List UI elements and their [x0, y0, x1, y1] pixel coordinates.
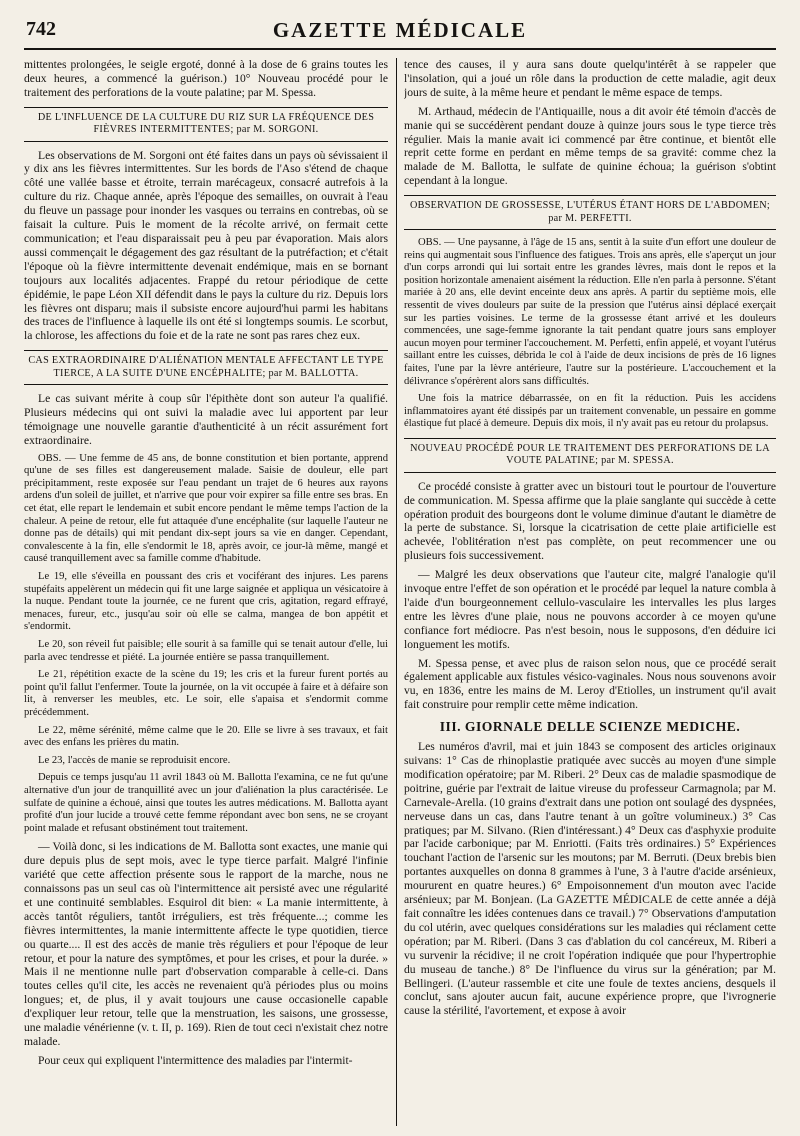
section-title-riz: DE L'INFLUENCE DE LA CULTURE DU RIZ SUR LA FRÉQUENCE DES FIÈVRES INTERMITTENTES; par M. SORGONI. — [24, 107, 388, 142]
paragraph: Le 23, l'accès de manie se reproduisit encore. — [38, 754, 231, 766]
paragraph: Le 21, répétition exacte de la scène du 19; les cris et la fureur furent portés au point qu'il fallut l'enfermer. Toute la journée, on la vit occupée à faire et à défaire son lit, à renverser les meubles, etc. Le soir, elle s'apaisa et s'endormit comme précédemment. — [24, 669, 388, 718]
section-body-riz: Les observations de M. Sorgoni ont été faites dans un pays où sévissaient il y dix ans les fièvres intermittentes. Sur les bords de l'Aso s'étend de chaque côté une vallée basse et étroite, terrain marécageux, consacré autrefois à la culture du riz. Chaque année, après l'époque des semailles, on ouvrait à l'eau du fleuve un passage pour inonder les vasques ou terrains en contrebas, où se faisait la culture. Puis le moment de la récolte arrivé, on fermait cette communication; et l'eau disparaissait peu à peu par évaporation. Mais alors aussi commençait le dégagement des gaz résultant de la putréfaction; et c'était l'époque où la fièvre intermittente devenait endémique, mais en se bornant toujours aux localités adjacentes. Frappé du retour périodique de cette épidémie, le pape Léon XII défendit dans le pays la culture du riz. Depuis lors les fièvres ont disparu; mais il subsiste encore aujourd'hui parmi les habitans des traces de l'influence à laquelle ils ont été si longtemps soumis. Le scorbut, la chlorose, les affections du foie et de la rate ne sont pas rares chez eux. — [24, 148, 388, 343]
continued-paragraph: tence des causes, il y aura sans doute quelqu'intérêt à se rappeler que l'insolation, qui a joué un rôle dans la production de cette maladie, agit deux jours de suite, à la même heure et pendant le même espace de temps. — [404, 58, 776, 99]
section-heading-giornale: III. GIORNALE DELLE SCIENZE MEDICHE. — [439, 719, 741, 735]
page-header — [24, 14, 776, 50]
paragraph: Pour ceux qui expliquent l'intermittence des maladies par l'intermit- — [38, 1053, 353, 1067]
left-column — [24, 58, 388, 1130]
paragraph: M. Spessa pense, et avec plus de raison selon nous, que ce procédé serait également applicable aux fistules vésico-vaginales. Nous nous souvenons avoir vu, en 1836, entre les mains de M. Leroy d'Etiolles, un instrument qu'il avait fait construire pour remplir cette même indication. — [404, 656, 776, 712]
paragraph: — Malgré les deux observations que l'auteur cite, malgré l'analogie qu'il invoque entre l'effet de son opération et le procédé par lequel la nature combla à l'aide d'un bourgeonnement cellulo-vasculaire les intervalles les plus larges entre les lèvres d'une plaie, nous ne pouvons accorder à ce moyen qu'une confiance fort médiocre. Pas n'est besoin, nous le supposons, d'en déduire ici longuement les motifs. — [404, 568, 776, 651]
paragraph: Le 19, elle s'éveilla en poussant des cris et vociférant des injures. Les parens stupéfaits appelèrent un médecin qui fit une large saignée et appliqua un vésicatoire à la nuque. Pendant toute la journée, ce ne furent que cris, agitation, regard effrayé, menaces, fureur, etc., jusqu'au soir où elle se calma, mangea de bon appétit et s'endormit. — [24, 571, 388, 633]
paragraph: Le 20, son réveil fut paisible; elle sourit à sa famille qui se tenait autour d'elle, lui parla avec tendresse et piété. La journée entière se passa tranquillement. — [24, 638, 388, 663]
section-title-voute-palatine: NOUVEAU PROCÉDÉ POUR LE TRAITEMENT DES PERFORATIONS DE LA VOUTE PALATINE; par M. SPESSA. — [404, 438, 776, 473]
paragraph: Les numéros d'avril, mai et juin 1843 se composent des articles originaux suivans: 1° Cas de rhinoplastie pratiquée avec succès au moyen d'une simple modification opératoire; par M. Riberi. 2° Deux cas de maladie spasmodique de poitrine, guérie par l'extrait de laitue vireuse du professeur Carmagnola; par M. Carnevale-Arella. (10 grains d'extrait dans une potion ont soulagé des dyspnées, nerveuse dans un cas, dans l'autre tenant à un goître volumineux.) 3° Cas pratiques; par M. Silvano. (Rien d'intéressant.) 4° Deux cas d'asphyxie produite par l'acide carbonique; par M. Enriotti. (Faits très ordinaires.) 5° Expériences touchant l'action de l'arsenic sur les moutons; par M. Berruti. (Deux brebis bien portantes auxquelles on donna 8 grammes à l'une, 3 à l'autre d'acide arsénieux, moururent en quatre heures.) 6° Empoisonnement d'un mouton avec l'acide arsénieux; par M. Bonjean. (La GAZETTE MÉDICALE de cette année a déjà fait connaître les idées contenues dans ce travail.) 7° Observations d'amputation du col utérin, avec quelques considérations sur les maladies qui réclament cette opération; par M. Riberi. (Dans 3 cas d'ablation du col cancéreux, M. Riberi a vu survenir la récidive; il ne croit l'opération indiquée que pour l'hypertrophie du museau de tanche.) 8° De l'influence du virus sur la génération; par M. Bellingeri. (L'auteur rassemble et cite une foule de textes anciens, desquels il conclut, sans ajouter aucun fait, aucune expérience propre, que l'ivrognerie cause la stérilité, l'avortement, et expose à avoir — [404, 740, 776, 1018]
intro-continuation: mittentes prolongées, le seigle ergoté, donné à la dose de 6 grains toutes les deux heures, a commencé la guérison.) 10° Nouveau procédé pour le traitement des perforations de la voute palatine; par M. Spessa. — [24, 58, 388, 99]
paragraph: Ce procédé consiste à gratter avec un bistouri tout le pourtour de l'ouverture de communication. M. Spessa affirme que la plaie sanglante qui succède à cette opération produit des bourgeons dont le volume diminue d'autant le diamètre de la perte de substance. Si, lorsque la cicatrisation de cette plaie artificielle est achevée, l'oblitération n'est pas complète, on peut recommencer une ou plusieurs fois successivement. — [404, 479, 776, 563]
paragraph: Le 22, même sérénité, même calme que le 20. Elle se livre à ses travaux, et fait avec des enfans les prières du matin. — [24, 724, 388, 749]
page-number: 742 — [26, 18, 56, 40]
paragraph: Depuis ce temps jusqu'au 11 avril 1843 où M. Ballotta l'examina, ce ne fut qu'une alternative d'un jour de tranquillité avec un jour d'aliénation la plus caractérisée. Le sulfate de quinine a échoué, ainsi que toutes les autres médications. M. Ballotta ayant profité d'un jour lucide a trouvé cette femme répondant avec bon sens, ne se croyant point malade et refusant obstinément tout traitement. — [24, 772, 388, 834]
section-title-grossesse: OBSERVATION DE GROSSESSE, L'UTÉRUS ÉTANT HORS DE L'ABDOMEN; par M. PERFETTI. — [404, 195, 776, 230]
paragraph: Une fois la matrice débarrassée, on en fit la réduction. Puis les accidens inflammatoires ayant été dissipés par un traitement convenable, un pessaire en gomme élastique fut placé à demeure. Depuis dix mois, il n'y avait pas eu retour du prolapsus. — [404, 393, 776, 430]
paragraph: M. Arthaud, médecin de l'Antiquaille, nous a dit avoir été témoin d'accès de manie qui se succédèrent pendant douze à quinze jours sous le type tierce très régulier. Mais la manie avait ici commencé par être continue, et bientôt elle reprit cette forme en perdant en même temps de sa gravité: comme chez la malade de M. Ballotta, le sulfate de quinine échoua; la guérison s'obtint cependant à la longue. — [404, 104, 776, 188]
observation-paragraph: OBS. — Une femme de 45 ans, de bonne constitution et bien portante, apprend qu'une de ses filles est dangereusement malade. Saisie de douleur, elle part précipitamment, reste exposée sur l'eau pendant un trajet de 6 heures aux rayons ardens d'un soleil de juillet, et n'arrive que pour voir expirer sa fille entre ses bras. En cet état, elle repart le lendemain et subit encore pendant le même temps l'action de la chaleur. A peine de retour, elle fut attaquée d'une encéphalite (sur laquelle l'auteur ne donne pas de détails) qui mit pendant dix-sept jours sa vie en danger. Cependant, convalescente à la fin, elle s'endormit le 18, après avoir, ce jour-là même, mangé et causé tranquillement avec sa famille comme d'habitude. — [24, 452, 388, 565]
right-column — [404, 58, 776, 1130]
paragraph: Le cas suivant mérite à coup sûr l'épithète dont son auteur l'a qualifié. Plusieurs médecins qui ont suivi la maladie avec lui apportent par leur témoignage une nouvelle garantie d'authenticité à un récit assurément fort extraordinaire. — [24, 392, 388, 447]
running-title: GAZETTE MÉDICALE — [272, 18, 528, 42]
observation-paragraph: OBS. — Une paysanne, à l'âge de 15 ans, sentit à la suite d'un effort une douleur de reins qui augmentait sous l'influence des fatigues. Trois ans après, elle s'aperçut un jour d'un corps arrondi qui lui sortait entre les grandes lèvres, mais dont le repos et la position horizontale amenaient aisément la réduction. Elle n'en parla à personne. S'étant mariée à 20 ans, elle devint enceinte deux ans après. A partir du septième mois, elle ressentit de vives douleurs par suite de la pression que l'utérus ainsi déplacé exerçait sur les parties voisines. Le terme de la grossesse étant arrivé et les douleurs commencées, une sage-femme ignorante la tait pendant quatre jours sans employer aucun moyen pour terminer l'accouchement. M. Perfetti, enfin appelé, et voyant l'utérus saillant entre les cuisses, débrida le col à l'aide de deux incisions de près de 16 lignes faites, l'une par la lèvre antérieure, l'autre sur la postérieure. L'accouchement et la délivrance s'opérèrent alors sans difficultés. — [404, 236, 776, 387]
column-divider — [396, 58, 397, 1126]
section-title-alienation: CAS EXTRAORDINAIRE D'ALIÉNATION MENTALE AFFECTANT LE TYPE TIERCE, A LA SUITE D'UNE ENCÉPHALITE; par M. BALLOTTA. — [24, 350, 388, 385]
paragraph: — Voilà donc, si les indications de M. Ballotta sont exactes, une manie qui dure depuis plus de sept mois, avec le type tierce parfait. Malgré l'infinie variété que cette affection présente sous le rapport de la marche, nous ne connaissons pas un seul cas où l'intermittence ait persisté avec une régularité et une continuité semblables. Esquirol dit bien: « La manie intermittente, à accès tantôt réguliers, tantôt irréguliers, est très fréquente...; comme les fièvres intermittentes, la manie intermittente affecte le type quotidien, tierce ou quarte.... Il est des accès de manie très réguliers et pour l'époque de leur retour, et pour la nature des symptômes, et pour les crises, et pour la durée. » Mais il ne mentionne nulle part d'observation comparable à celle-ci. Dans toutes celles qu'il cite, les accès ne revenaient qu'à périodes plus ou moins longues; et, de plus, il y avait toujours une cause occasionelle capable d'expliquer leur retour, telle que la menstruation, les saisons, une grossesse, une maladie vénérienne (v. t. II, p. 169). Rien de tout ceci n'existait chez notre malade. — [24, 840, 388, 1048]
